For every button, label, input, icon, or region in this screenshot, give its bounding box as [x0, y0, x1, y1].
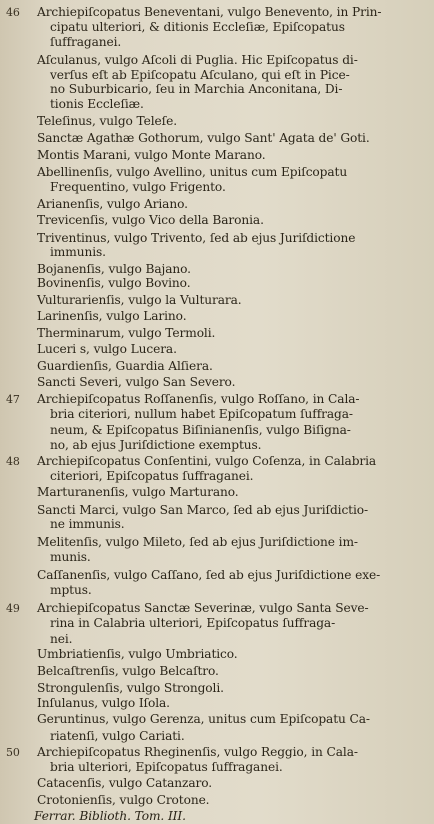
line-text: Bovinenſis, vulgo Bovino. [37, 276, 191, 290]
text-line [0, 647, 430, 662]
text-line [0, 550, 430, 565]
section-number: 49 [6, 602, 20, 615]
text-line [0, 148, 430, 163]
line-text: Archiepiſcopatus Conſentini, vulgo Coſenza, in Calabria [37, 454, 377, 468]
text-line [0, 293, 430, 308]
line-text: Archiepiſcopatus Rheginenſis, vulgo Reggio, in Cala- [37, 745, 358, 759]
text-line [0, 793, 430, 808]
text-line [0, 423, 430, 438]
text-line [0, 114, 430, 129]
text-line [0, 407, 430, 422]
line-text: Bojanenſis, vulgo Bajano. [37, 262, 191, 276]
line-text: Umbriatienſis, vulgo Umbriatico. [37, 647, 238, 661]
text-line [0, 438, 430, 453]
line-text: Crotonienſis, vulgo Crotone. [37, 793, 210, 807]
text-line [0, 276, 430, 291]
text-line [0, 213, 430, 228]
line-text: mptus. [50, 583, 92, 597]
text-line [0, 82, 430, 97]
line-text: citeriori, Epiſcopatus ſuffraganei. [50, 469, 254, 483]
line-text: Sancti Severi, vulgo San Severo. [37, 375, 236, 389]
line-text: Catacenſis, vulgo Catanzaro. [37, 776, 213, 790]
text-line [0, 454, 430, 469]
line-text: Vulturarienſis, vulgo la Vulturara. [37, 293, 242, 307]
text-line [0, 309, 430, 324]
line-text: bria ulteriori, Epiſcopatus ſuffraganei. [50, 760, 283, 774]
line-text: rina in Calabria ulteriori, Epiſcopatus ſuffraga- [50, 616, 336, 630]
text-line [0, 776, 430, 791]
line-text: Belcaſtrenſis, vulgo Belcaſtro. [37, 664, 219, 678]
text-line [0, 359, 430, 374]
line-text: ſuffraganei. [50, 35, 122, 49]
text-line [0, 245, 430, 260]
line-text: Ferrar. Biblioth. Tom. III. [34, 809, 186, 823]
line-text: munis. [50, 550, 91, 564]
text-line [0, 20, 430, 35]
line-text: neum, & Epiſcopatus Biſinianenſis, vulgo Biſigna- [50, 423, 351, 437]
text-line [0, 262, 430, 277]
text-line [0, 53, 430, 68]
text-line [0, 681, 430, 696]
line-text: no, ab ejus Juriſdictione exemptus. [50, 438, 262, 452]
text-line [0, 664, 430, 679]
text-line [0, 616, 430, 631]
text-line [0, 517, 430, 532]
text-line [0, 197, 430, 212]
text-line [0, 535, 430, 550]
text-line [0, 342, 430, 357]
line-text: cipatu ulteriori, & ditionis Eccleſiæ, Epiſcopatus [50, 20, 345, 34]
line-text: Abellinenſis, vulgo Avellino, unitus cum Epiſcopatu [37, 165, 348, 179]
text-line [0, 632, 430, 647]
line-text: Marturanenſis, vulgo Marturano. [37, 485, 239, 499]
line-text: Montis Marani, vulgo Monte Marano. [37, 148, 266, 162]
text-line [0, 68, 430, 83]
text-line [0, 568, 430, 583]
text-line [0, 469, 430, 484]
text-line [0, 729, 430, 744]
line-text: verſus eſt ab Epiſcopatu Aſculano, qui eſt in Pice- [50, 68, 350, 82]
text-line [0, 485, 430, 500]
line-text: Trevicenſis, vulgo Vico della Baronia. [37, 213, 264, 227]
line-text: Triventinus, vulgo Trivento, ſed ab ejus Juriſdictione [37, 231, 356, 245]
line-text: Archiepiſcopatus Sanctæ Severinæ, vulgo Santa Seve- [37, 601, 369, 615]
text-line [0, 696, 430, 711]
line-text: riatenſi, vulgo Cariati. [50, 729, 185, 743]
line-text: Aſculanus, vulgo Aſcoli di Puglia. Hic Epiſcopatus di- [37, 53, 358, 67]
line-text: Archiepiſcopatus Roſſanenſis, vulgo Roſſano, in Cala- [37, 392, 360, 406]
line-text: Caſſanenſis, vulgo Caſſano, ſed ab ejus Juriſdictione exe- [37, 568, 381, 582]
line-text: Geruntinus, vulgo Gerenza, unitus cum Epiſcopatu Ca- [37, 712, 370, 726]
text-line [0, 392, 430, 407]
line-text: Sanctæ Agathæ Gothorum, vulgo Sant' Agata de' Goti. [37, 131, 370, 145]
text-line [0, 131, 430, 146]
line-text: Archiepiſcopatus Beneventani, vulgo Benevento, in Prin- [37, 5, 382, 19]
line-text: tionis Eccleſiæ. [50, 97, 144, 111]
text-line [0, 35, 430, 50]
line-text: Strongulenſis, vulgo Strongoli. [37, 681, 224, 695]
text-line [0, 375, 430, 390]
line-text: nei. [50, 632, 73, 646]
text-line [0, 180, 430, 195]
line-text: Inſulanus, vulgo Iſola. [37, 696, 170, 710]
line-text: Melitenſis, vulgo Mileto, ſed ab ejus Juriſdictione im- [37, 535, 358, 549]
section-number: 46 [6, 6, 20, 19]
text-line [0, 745, 430, 760]
line-text: Frequentino, vulgo Frigento. [50, 180, 226, 194]
text-line [0, 5, 430, 20]
section-number: 47 [6, 393, 20, 406]
line-text: Arianenſis, vulgo Ariano. [37, 197, 188, 211]
line-text: Luceri s, vulgo Lucera. [37, 342, 177, 356]
text-line [0, 809, 430, 824]
line-text: Guardienſis, Guardia Alſiera. [37, 359, 213, 373]
section-number: 50 [6, 746, 20, 759]
text-line [0, 760, 430, 775]
text-line [0, 712, 430, 727]
line-text: ne immunis. [50, 517, 125, 531]
line-text: Larinenſis, vulgo Larino. [37, 309, 187, 323]
line-text: no Suburbicario, ſeu in Marchia Anconitana, Di- [50, 82, 343, 96]
line-text: bria citeriori, nullum habet Epiſcopatum ſuffraga- [50, 407, 353, 421]
text-line [0, 165, 430, 180]
line-text: Sancti Marci, vulgo San Marco, ſed ab ejus Juriſdictio- [37, 503, 369, 517]
text-line [0, 97, 430, 112]
section-number: 48 [6, 455, 20, 468]
text-line [0, 503, 430, 518]
text-line [0, 231, 430, 246]
line-text: immunis. [50, 245, 106, 259]
line-text: Teleſinus, vulgo Teleſe. [37, 114, 177, 128]
text-line [0, 326, 430, 341]
text-line [0, 583, 430, 598]
line-text: Therminarum, vulgo Termoli. [37, 326, 216, 340]
text-line [0, 601, 430, 616]
